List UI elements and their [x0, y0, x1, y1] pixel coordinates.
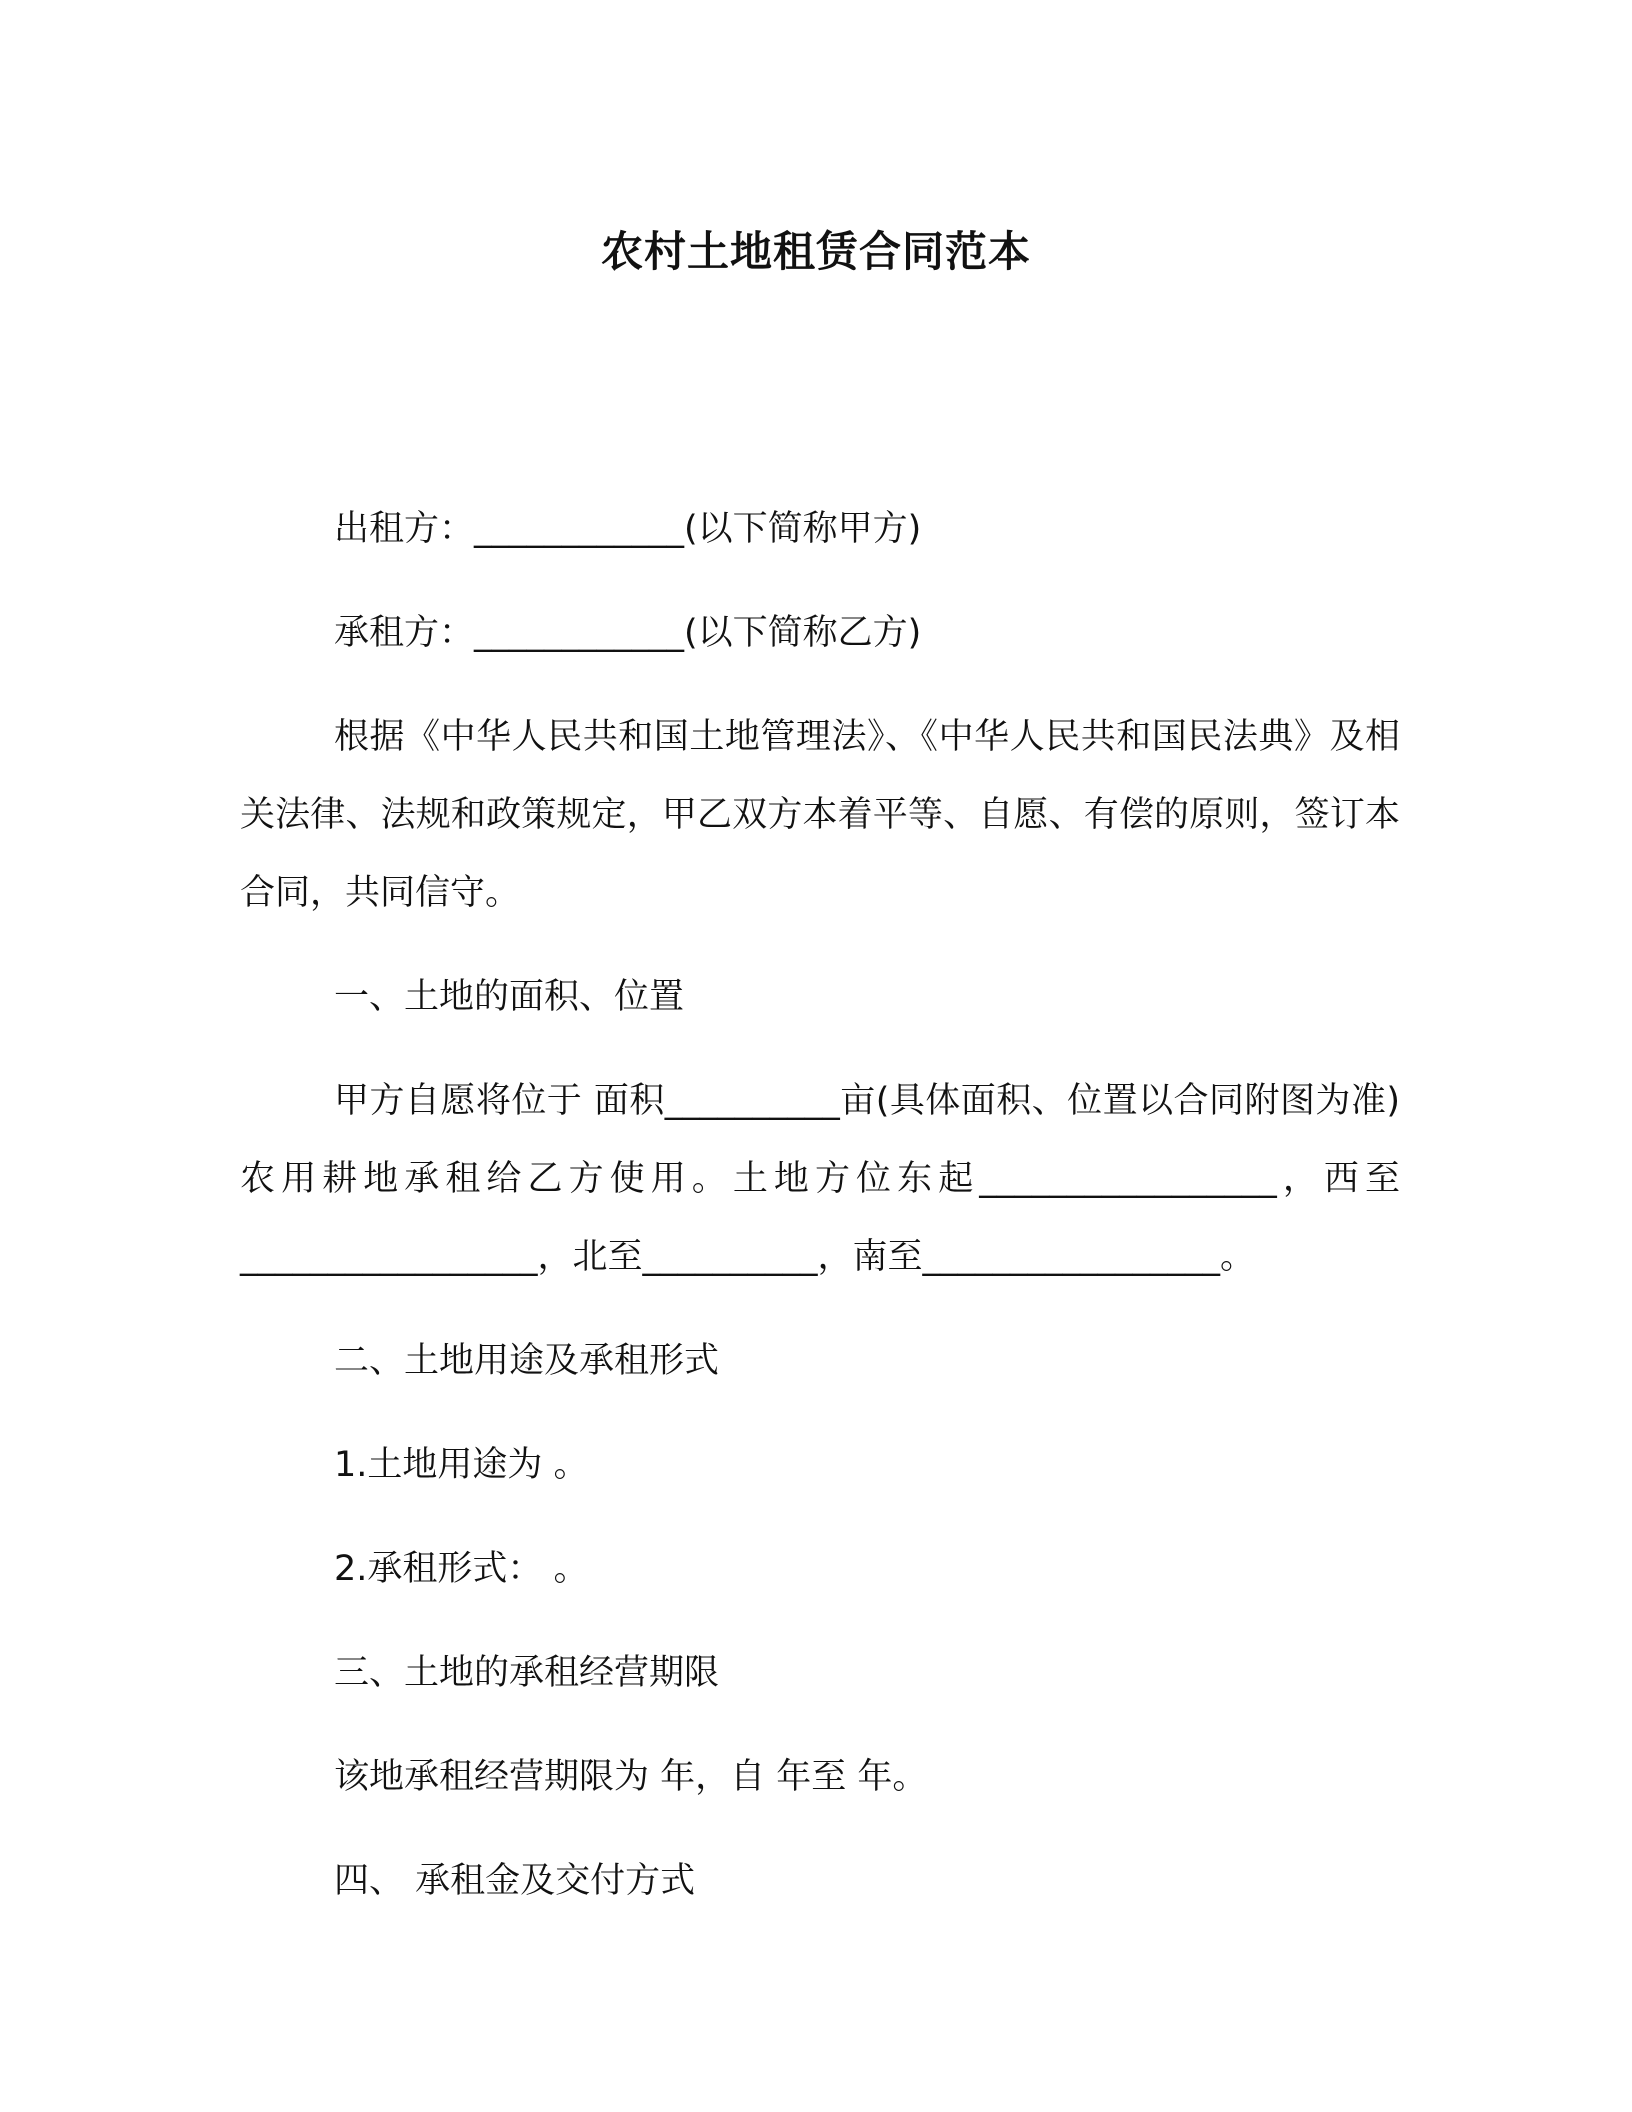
- section-heading-1: 一、土地的面积、位置: [334, 977, 685, 1017]
- lessor-line: 出租方：____________(以下简称甲方): [334, 509, 922, 549]
- section-heading-3: 三、土地的承租经营期限: [334, 1653, 720, 1693]
- lease-term-paragraph: 该地承租经营期限为 年，自 年至 年。: [334, 1757, 928, 1797]
- land-use-item: 1.土地用途为 。: [334, 1445, 589, 1485]
- lease-form-item: 2.承租形式： 。: [334, 1549, 589, 1589]
- document-title: 农村土地租赁合同范本: [600, 227, 1031, 276]
- document-body: [240, 490, 1400, 1920]
- preamble-paragraph: 根据《中华人民共和国土地管理法》、《中华人民共和国民法典》及相关法律、法规和政策规定，甲乙双方本着平等、自愿、有偿的原则，签订本合同，共同信守。: [240, 717, 1400, 913]
- section-heading-4: 四、 承租金及交付方式: [334, 1861, 696, 1901]
- land-location-paragraph: 甲方自愿将位于 面积__________亩(具体面积、位置以合同附图为准)农用耕地承租给乙方使用。土地方位东起_________________，西至_________________，北至__________，南至_________________。: [240, 1081, 1400, 1277]
- section-heading-2: 二、土地用途及承租形式: [334, 1341, 720, 1381]
- lessee-line: 承租方：____________(以下简称乙方): [334, 613, 922, 653]
